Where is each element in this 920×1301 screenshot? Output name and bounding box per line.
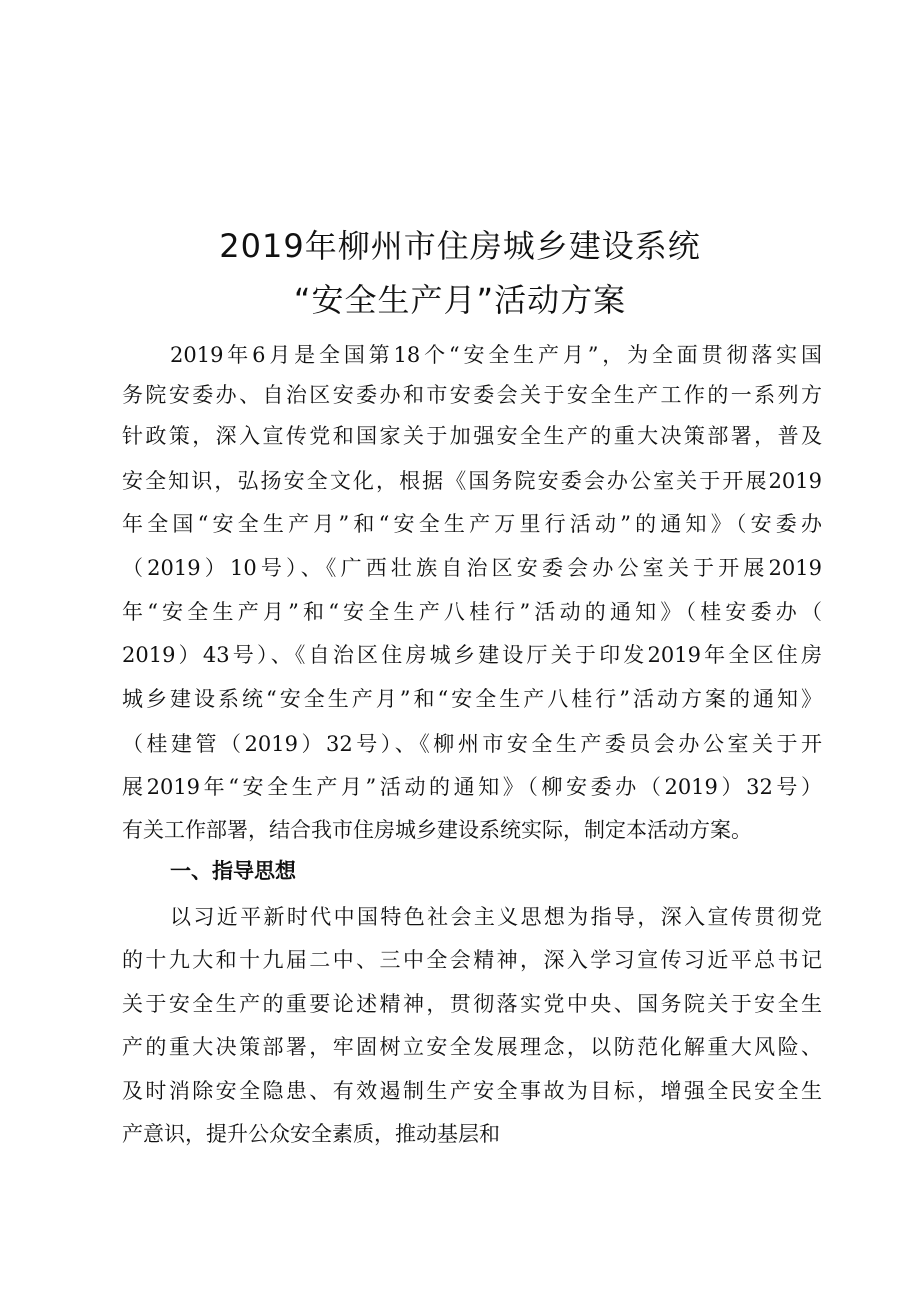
paragraph-2-line: 以习近平新时代中国特色社会主义思想为指导，深入宣传贯彻党 <box>170 905 822 929</box>
paragraph-1-line: 年全国“安全生产月”和“安全生产万里行活动”的通知》（安委办 <box>122 512 822 536</box>
paragraph-2-line: 产意识，提升公众安全素质，推动基层和 <box>122 1122 500 1146</box>
paragraph-1-line: 有关工作部署，结合我市住房城乡建设系统实际，制定本活动方案。 <box>122 818 752 842</box>
document-title-line-2: “安全生产月”活动方案 <box>293 281 627 319</box>
paragraph-1-line: 安全知识，弘扬安全文化，根据《国务院安委会办公室关于开展2019 <box>122 469 822 493</box>
paragraph-1-line: 2019）43号）、《自治区住房城乡建设厅关于印发2019年全区住房 <box>122 643 822 667</box>
paragraph-1-line: 务院安委办、自治区安委办和市安委会关于安全生产工作的一系列方 <box>122 383 822 407</box>
document-title-line-1: 2019年柳州市住房城乡建设系统 <box>219 227 701 265</box>
paragraph-1-line: （桂建管（2019）32号）、《柳州市安全生产委员会办公室关于开 <box>122 732 822 756</box>
paragraph-1-line: 城乡建设系统“安全生产月”和“安全生产八桂行”活动方案的通知》 <box>122 687 822 711</box>
paragraph-2-line: 的十九大和十九届二中、三中全会精神，深入学习宣传习近平总书记 <box>122 948 822 972</box>
paragraph-1-line: 2019年6月是全国第18个“安全生产月”，为全面贯彻落实国 <box>170 343 822 367</box>
paragraph-2-line: 及时消除安全隐患、有效遏制生产安全事故为目标，增强全民安全生 <box>122 1079 822 1103</box>
paragraph-1-line: （2019）10号）、《广西壮族自治区安委会办公室关于开展2019 <box>122 556 822 580</box>
paragraph-1-line: 展2019年“安全生产月”活动的通知》（柳安委办（2019）32号） <box>122 775 822 799</box>
section-heading: 一、指导思想 <box>170 859 296 883</box>
paragraph-1-line: 针政策，深入宣传党和国家关于加强安全生产的重大决策部署，普及 <box>122 424 822 448</box>
paragraph-2-line: 关于安全生产的重要论述精神，贯彻落实党中央、国务院关于安全生 <box>122 992 822 1016</box>
paragraph-1-line: 年“安全生产月”和“安全生产八桂行”活动的通知》（桂安委办（ <box>122 600 822 624</box>
paragraph-2-line: 产的重大决策部署，牢固树立安全发展理念，以防范化解重大风险、 <box>122 1035 822 1059</box>
